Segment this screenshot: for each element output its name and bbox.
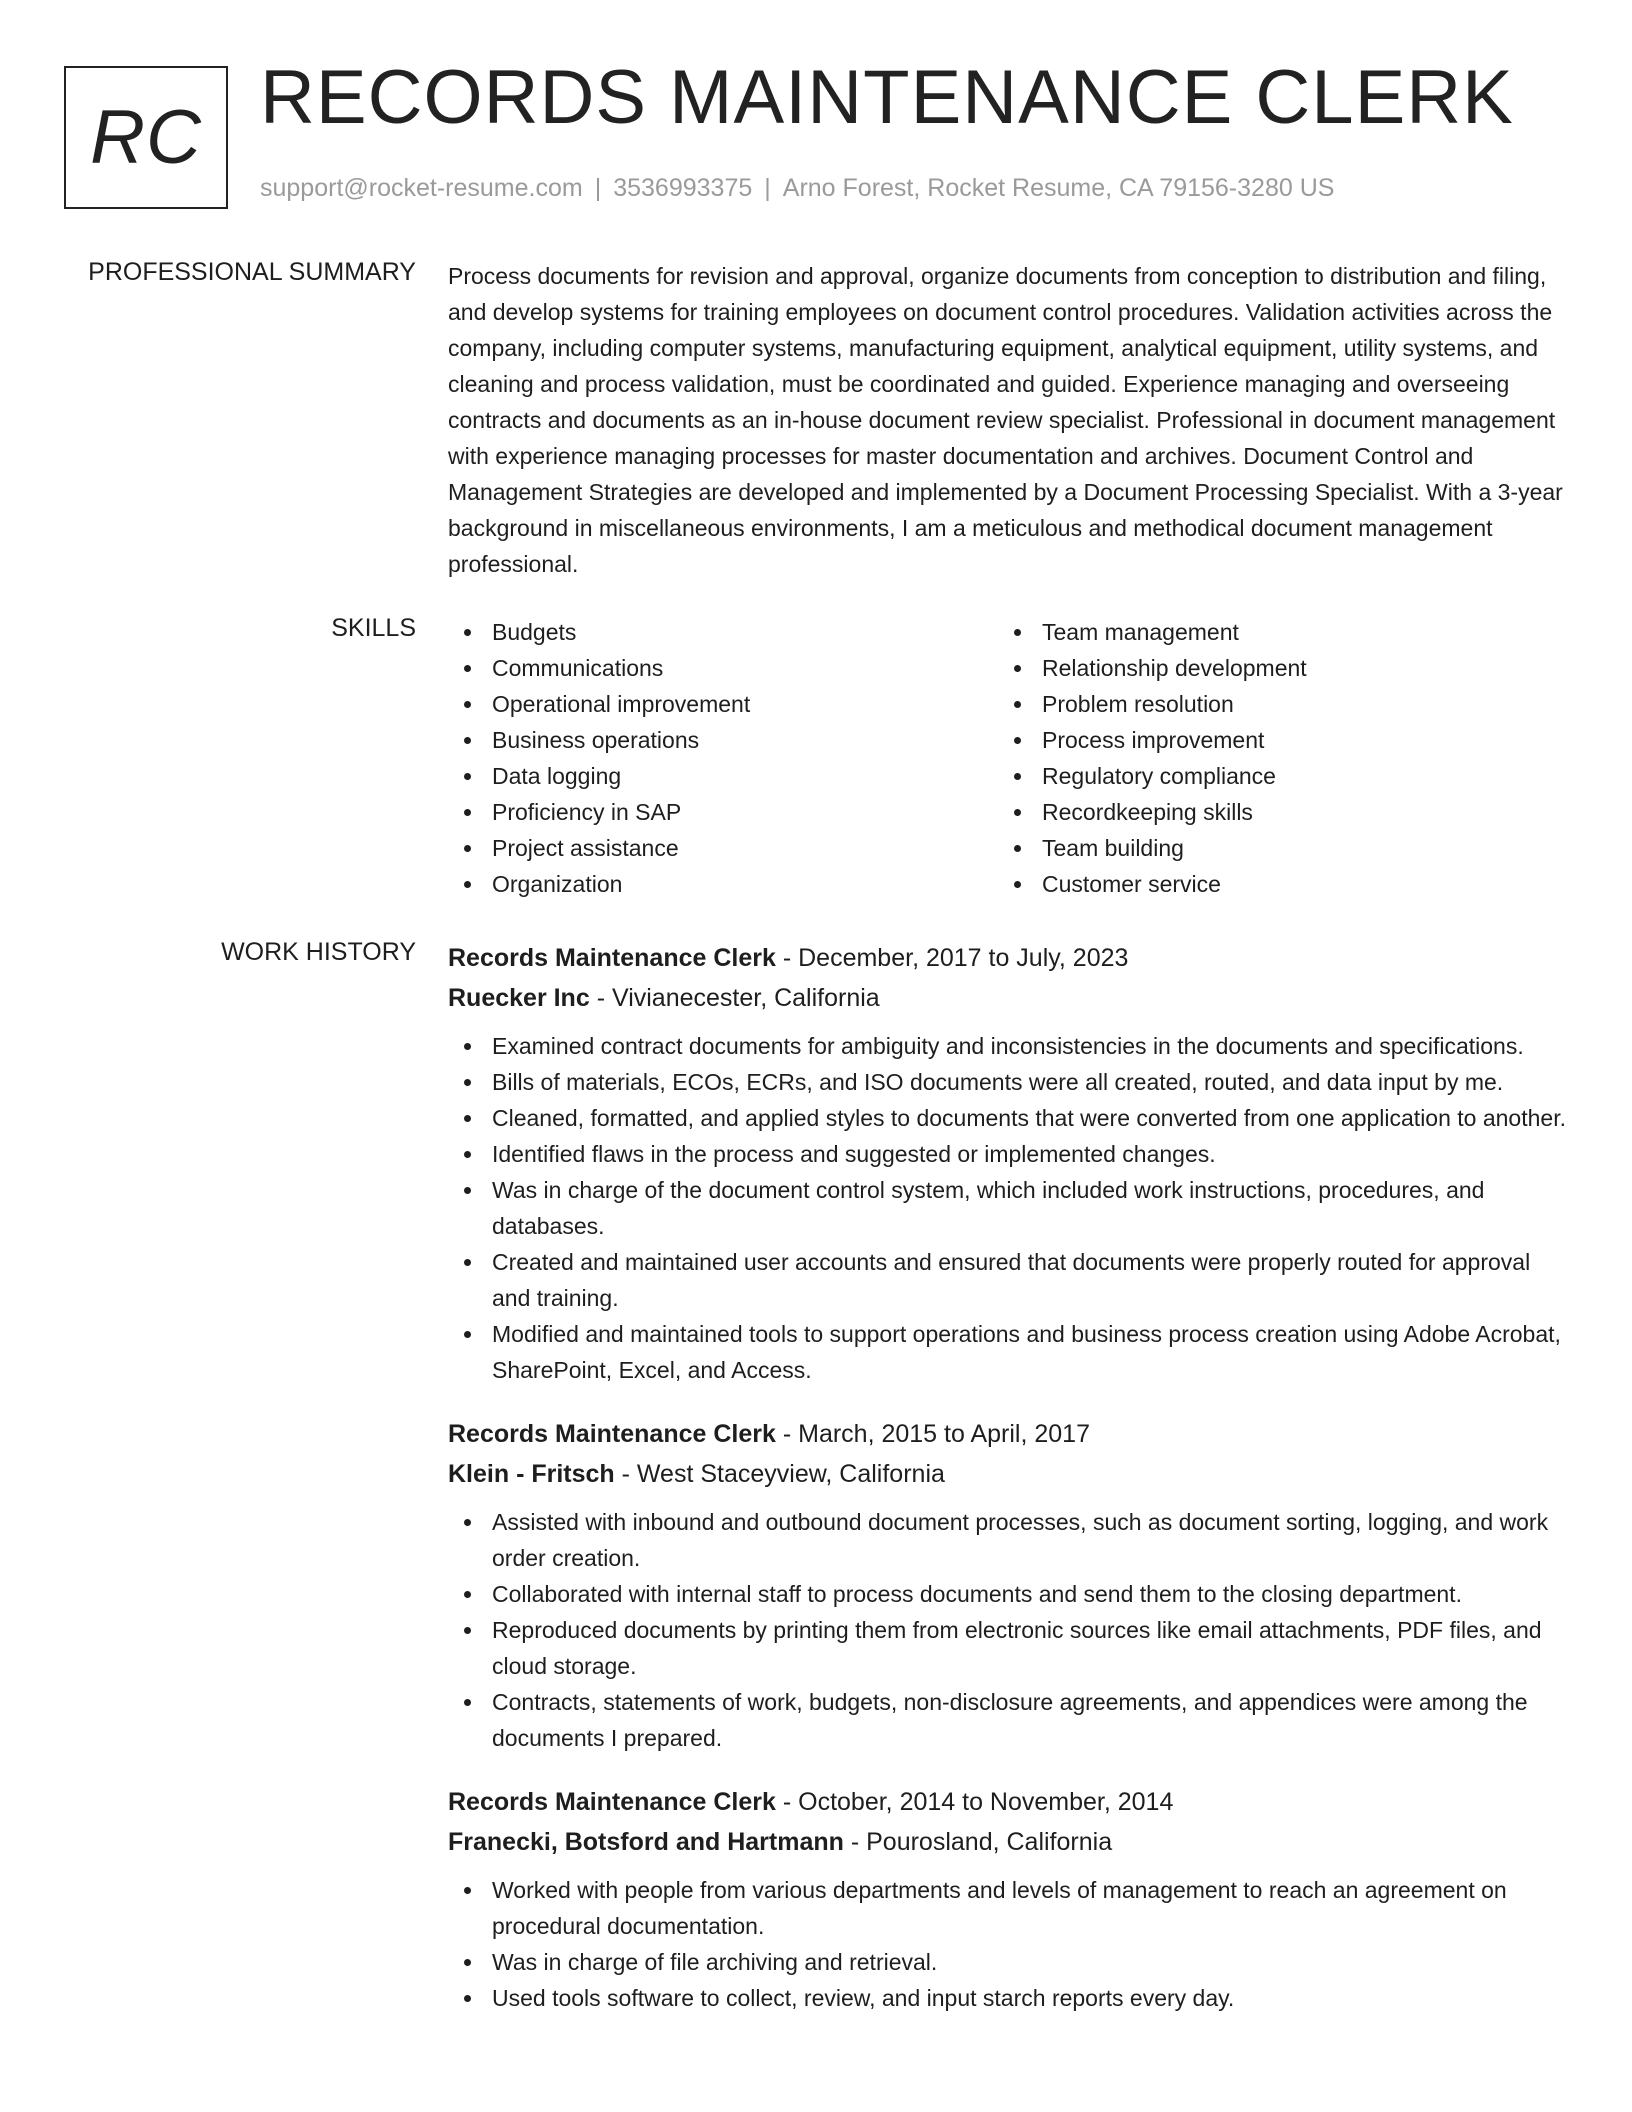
job-title-line xyxy=(448,1782,1572,1822)
job-title: Records Maintenance Clerk xyxy=(448,1788,776,1816)
skill-item: Project assistance xyxy=(448,830,998,866)
job-location: - Vivianecester, California xyxy=(589,984,880,1012)
job-location: - West Staceyview, California xyxy=(614,1460,945,1488)
skill-item: Data logging xyxy=(448,758,998,794)
job-bullets xyxy=(448,1028,1572,1388)
skill-item: Regulatory compliance xyxy=(998,758,1548,794)
job-bullets xyxy=(448,1872,1572,2016)
list-item: Created and maintained user accounts and ensured that documents were properly routed for approval and training. xyxy=(448,1244,1572,1316)
skill-item: Customer service xyxy=(998,866,1548,902)
skills-heading: SKILLS xyxy=(331,614,416,642)
job-company-line xyxy=(448,1822,1572,1862)
job-dates: - March, 2015 to April, 2017 xyxy=(775,1420,1090,1448)
list-item: Cleaned, formatted, and applied styles to documents that were converted from one application to another. xyxy=(448,1100,1572,1136)
job-title-line xyxy=(448,938,1572,978)
job-location: - Pourosland, California xyxy=(843,1828,1113,1856)
contact-separator: | xyxy=(764,174,771,202)
job-dates: - December, 2017 to July, 2023 xyxy=(775,944,1129,972)
job-title-line xyxy=(448,1414,1572,1454)
skill-item: Proficiency in SAP xyxy=(448,794,998,830)
job-title: Records Maintenance Clerk xyxy=(448,1420,776,1448)
list-item: Contracts, statements of work, budgets, non-disclosure agreements, and appendices were among the documents I prepared. xyxy=(448,1684,1572,1756)
list-item: Used tools software to collect, review, and input starch reports every day. xyxy=(448,1980,1572,2016)
contact-address: Arno Forest, Rocket Resume, CA 79156-3280 US xyxy=(782,174,1335,202)
job-company: Klein - Fritsch xyxy=(448,1460,615,1488)
job-entry xyxy=(448,1782,1572,2016)
skill-item: Operational improvement xyxy=(448,686,998,722)
contact-email[interactable]: support@rocket-resume.com xyxy=(260,174,583,202)
skills-column-left xyxy=(448,614,998,902)
skill-item: Business operations xyxy=(448,722,998,758)
list-item: Assisted with inbound and outbound document processes, such as document sorting, logging, and work order creation. xyxy=(448,1504,1572,1576)
job-company: Franecki, Botsford and Hartmann xyxy=(448,1828,844,1856)
job-company-line xyxy=(448,1454,1572,1494)
contact-line xyxy=(260,174,1334,203)
list-item: Was in charge of file archiving and retrieval. xyxy=(448,1944,1572,1980)
summary-heading: PROFESSIONAL SUMMARY xyxy=(88,258,416,286)
list-item: Bills of materials, ECOs, ECRs, and ISO documents were all created, routed, and data input by me. xyxy=(448,1064,1572,1100)
skill-item: Budgets xyxy=(448,614,998,650)
list-item: Identified flaws in the process and suggested or implemented changes. xyxy=(448,1136,1572,1172)
job-list xyxy=(448,938,1572,2042)
work-history-heading: WORK HISTORY xyxy=(221,938,416,966)
skill-item: Process improvement xyxy=(998,722,1548,758)
skill-item: Team building xyxy=(998,830,1548,866)
skill-item: Problem resolution xyxy=(998,686,1548,722)
skills-grid xyxy=(448,614,1572,902)
job-dates: - October, 2014 to November, 2014 xyxy=(775,1788,1174,1816)
list-item: Reproduced documents by printing them from electronic sources like email attachments, PDF files, and cloud storage. xyxy=(448,1612,1572,1684)
skills-column-right xyxy=(998,614,1548,902)
job-company: Ruecker Inc xyxy=(448,984,590,1012)
page-title: RECORDS MAINTENANCE CLERK xyxy=(260,55,1514,140)
job-bullets xyxy=(448,1504,1572,1756)
list-item: Collaborated with internal staff to process documents and send them to the closing department. xyxy=(448,1576,1572,1612)
job-entry xyxy=(448,1414,1572,1756)
job-title: Records Maintenance Clerk xyxy=(448,944,776,972)
monogram: RC xyxy=(64,66,228,209)
skill-item: Communications xyxy=(448,650,998,686)
skill-item: Organization xyxy=(448,866,998,902)
list-item: Modified and maintained tools to support operations and business process creation using Adobe Acrobat, SharePoint, Excel, and Access. xyxy=(448,1316,1572,1388)
contact-separator: | xyxy=(594,174,602,202)
contact-phone: 3536993375 xyxy=(613,174,753,202)
job-company-line xyxy=(448,978,1572,1018)
summary-text: Process documents for revision and approval, organize documents from conception to distribution and filing, and develop systems for training employees on document control procedures. Validation activities across the company, including computer systems, manufacturing equipment, analytical equipment, utility systems, and cleaning and process validation, must be coordinated and guided. Experience managing and overseeing contracts and documents as an in-house document review specialist. Professional in document management with experience managing processes for master documentation and archives. Document Control and Management Strategies are developed and implemented by a Document Processing Specialist. With a 3-year background in miscellaneous environments, I am a meticulous and methodical document management professional. xyxy=(448,263,1563,577)
list-item: Examined contract documents for ambiguity and inconsistencies in the documents and specifications. xyxy=(448,1028,1572,1064)
skill-item: Relationship development xyxy=(998,650,1548,686)
list-item: Was in charge of the document control system, which included work instructions, procedures, and databases. xyxy=(448,1172,1572,1244)
skill-item: Recordkeeping skills xyxy=(998,794,1548,830)
job-entry xyxy=(448,938,1572,1388)
list-item: Worked with people from various departments and levels of management to reach an agreement on procedural documentation. xyxy=(448,1872,1572,1944)
skill-item: Team management xyxy=(998,614,1548,650)
